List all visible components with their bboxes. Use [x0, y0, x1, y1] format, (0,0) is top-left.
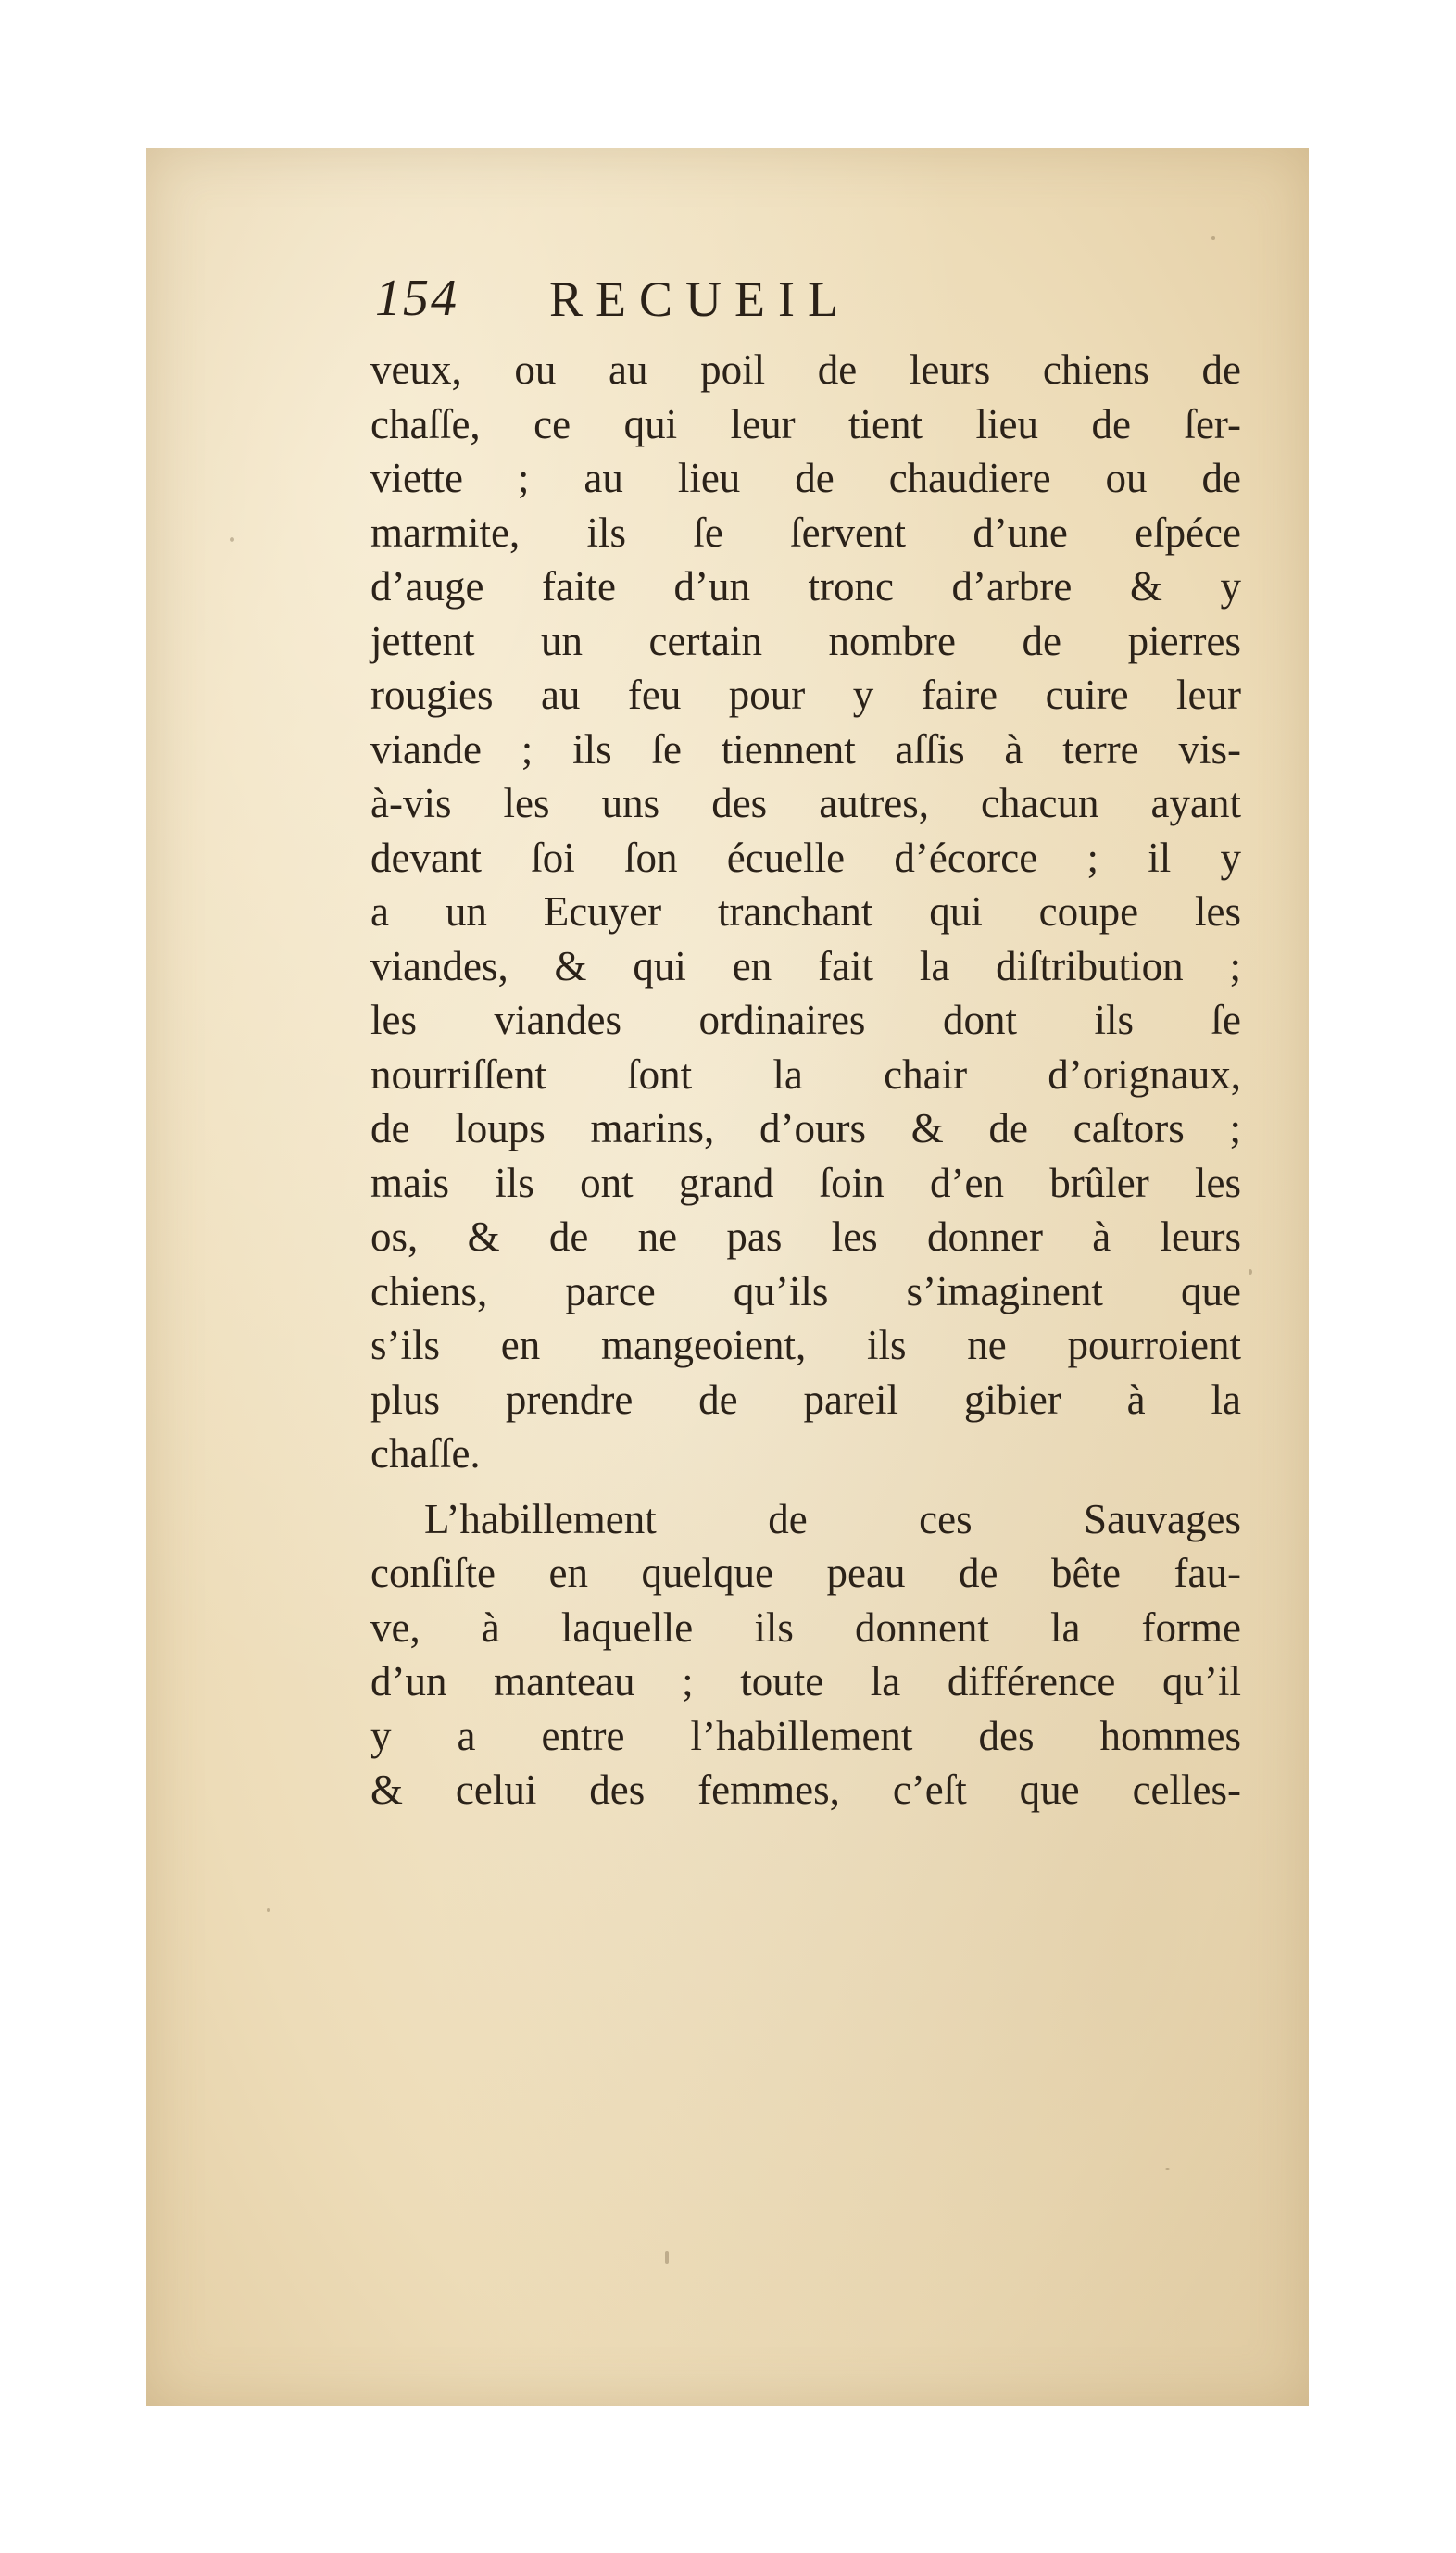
text-line: y a entre l’habillement des hommes [370, 1712, 1241, 1759]
running-head: RECUEIL [549, 271, 851, 327]
body-text [370, 343, 1241, 1817]
text-line: de loups marins, d’ours & de caſtors ; [370, 1105, 1241, 1151]
text-line: chaſſe. [370, 1430, 481, 1477]
text-line: nourriſſent ſont la chair d’orignaux, [370, 1050, 1241, 1098]
text-line: a un Ecuyer tranchant qui coupe les [370, 888, 1241, 935]
text-line: marmite, ils ſe ſervent d’une eſpéce [370, 509, 1241, 556]
paper-speck [1211, 236, 1215, 240]
text-line: L’habillement de ces Sauvages [424, 1495, 1241, 1542]
text-line: à-vis les uns des autres, chacun ayant [370, 780, 1241, 826]
page-header [375, 269, 1116, 343]
text-line: viandes, & qui en fait la diſtribution ; [370, 942, 1241, 989]
text-line: viande ; ils ſe tiennent aſſis à terre vis- [370, 725, 1241, 773]
text-line: les viandes ordinaires dont ils ſe [370, 997, 1241, 1043]
text-line: rougies au feu pour y faire cuire leur [370, 672, 1241, 718]
text-line: devant ſoi ſon écuelle d’écorce ; il y [370, 834, 1241, 881]
paragraph-gap [370, 1481, 1241, 1492]
text-line: plus prendre de pareil gibier à la [370, 1376, 1241, 1423]
paper-speck [267, 1908, 270, 1912]
paper-speck [1165, 2168, 1170, 2170]
text-line: ve, à laquelle ils donnent la forme [370, 1603, 1241, 1651]
text-line: d’auge faite d’un tronc d’arbre & y [370, 563, 1241, 610]
text-line: conſiſte en quelque peau de bête fau- [370, 1550, 1241, 1596]
paper-speck [1249, 1269, 1252, 1275]
paper-speck [665, 2251, 669, 2264]
text-line: d’un manteau ; toute la différence qu’il [370, 1658, 1241, 1704]
text-line: os, & de ne pas les donner à leurs [370, 1214, 1241, 1260]
text-line: viette ; au lieu de chaudiere ou de [370, 455, 1241, 501]
text-line: chiens, parce qu’ils s’imaginent que [370, 1267, 1241, 1314]
text-line: s’ils en mangeoient, ils ne pourroient [370, 1322, 1241, 1368]
text-line: mais ils ont grand ſoin d’en brûler les [370, 1159, 1241, 1206]
text-line: chaſſe, ce qui leur tient lieu de ſer- [370, 400, 1241, 447]
text-line: & celui des femmes, c’eſt que celles- [370, 1767, 1241, 1813]
text-line: jettent un certain nombre de pierres [370, 617, 1241, 664]
book-page [146, 148, 1309, 2406]
text-line: veux, ou au poil de leurs chiens de [370, 346, 1241, 393]
page-number: 154 [375, 270, 458, 327]
paper-speck [230, 537, 234, 542]
